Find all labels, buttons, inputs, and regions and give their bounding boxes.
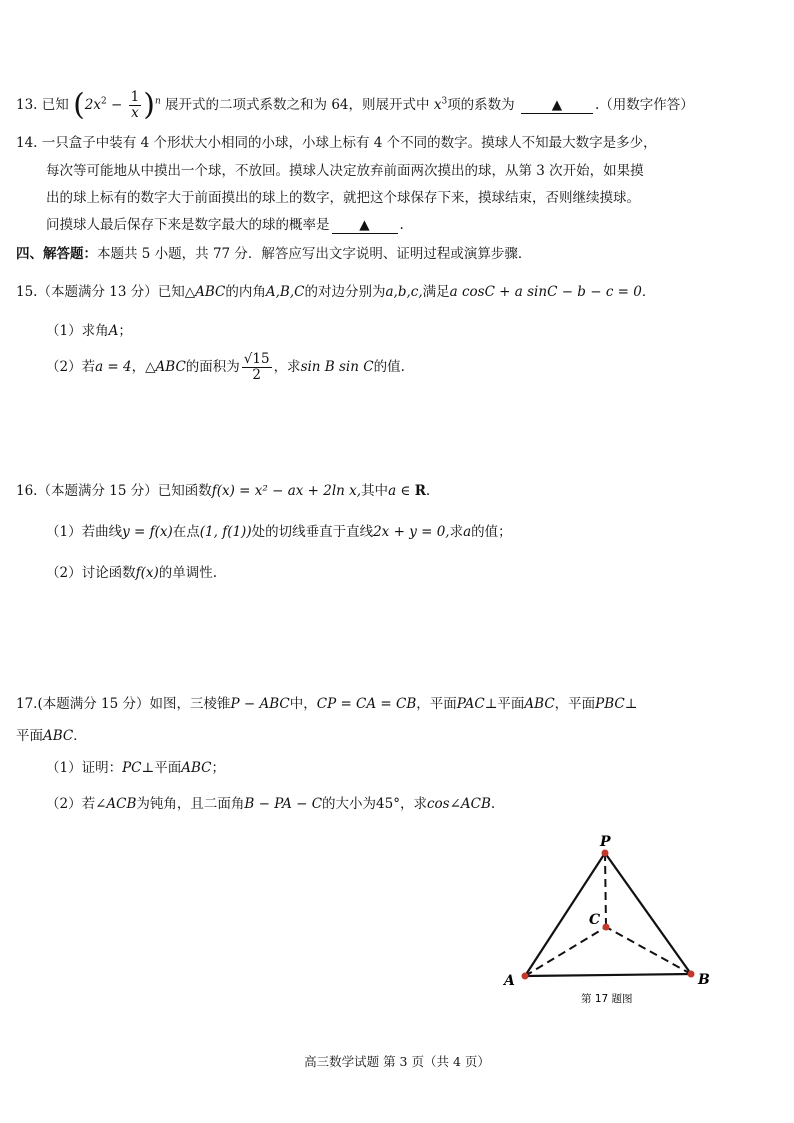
edge-PC [605,853,606,927]
point-A [522,973,529,980]
label-C: C [589,912,601,928]
pyramid-figure [500,832,720,1012]
question-17-part1: （1）证明：PC⊥平面ABC； [46,760,225,776]
question-number: 16. [16,483,38,499]
question-number: 15. [16,284,38,300]
question-number: 13. [16,97,38,113]
question-14-line1: 14. 一只盒子中装有 4 个形状大小相同的小球，小球上标有 4 个不同的数字。摸球人不知最大数字是多少， [16,135,657,151]
question-17-part2: （2）若∠ACB为钝角，且二面角B − PA − C的大小为45°，求cos∠ACB. [46,796,496,812]
question-15-part1: （1）求角A； [46,323,132,339]
triangle-icon: ▲ [551,97,563,113]
question-17-line2: 平面ABC． [16,728,87,744]
label-A: A [504,973,515,989]
edge-BC [606,927,691,974]
question-16-part1: （1）若曲线y = f(x)在点(1, f(1))处的切线垂直于直线2x + y = 0,求a的值； [46,524,512,540]
figure-caption: 第 17 题图 [581,993,633,1005]
question-14-line2: 每次等可能地从中摸出一个球，不放回。摸球人决定放弃前面两次摸出的球，从第 3 次开始，如果摸 [46,163,644,179]
edge-PB [605,853,691,974]
point-P [602,850,609,857]
question-13: 13. 已知 ($2x^2$ − $\frac{1}{x}$ )$^n$ 展开式的二项式系数之和为 64，则展开式中 $x^3$项的系数为 ▲ .（用数字作答） [16,87,694,123]
question-16-part2: （2）讨论函数f(x)的单调性. [46,565,218,581]
question-17: 17.(本题满分 15 分）如图，三棱锥P − ABC中，CP = CA = CB，平面PAC⊥平面ABC，平面PBC⊥ [16,696,638,712]
fraction: $\frac{√15}{2}$ [243,351,270,383]
question-number: 14. [16,135,38,151]
answer-blank [332,217,398,234]
section-heading: 四、解答题：本题共 5 小题，共 77 分．解答应写出文字说明、证明过程或演算步骤． [16,246,532,262]
label-P: P [600,834,611,850]
edge-AB [525,974,691,976]
question-14-line4: 问摸球人最后保存下来是数字最大的球的概率是 ▲ . [46,217,404,233]
triangle-icon: ▲ [359,217,370,233]
answer-blank [521,97,593,114]
page-footer: 高三数学试题 第 3 页（共 4 页） [304,1054,490,1069]
question-14-line3: 出的球上标有的数字大于前面摸出的球上的数字，就把这个球保存下来，摸球结束，否则继续摸球。 [46,190,640,206]
point-B [688,971,695,978]
question-16: 16.（本题满分 15 分）已知函数f(x) = x² − ax + 2ln x,其中a ∈ R. [16,483,431,499]
question-15: 15.（本题满分 13 分）已知△ABC的内角A,B,C的对边分别为a,b,c,满足a cosC + a sinC − b − c = 0． [16,284,656,300]
fraction: $\frac{1}{x}$ [130,89,140,121]
question-number: 17. [16,696,38,712]
question-15-part2: （2）若a = 4，△ABC的面积为 $\frac{√15}{2}$ ，求sin B sin C的值. [46,351,405,383]
point-C [603,924,610,931]
edge-AC [525,927,606,976]
label-B: B [698,972,710,988]
